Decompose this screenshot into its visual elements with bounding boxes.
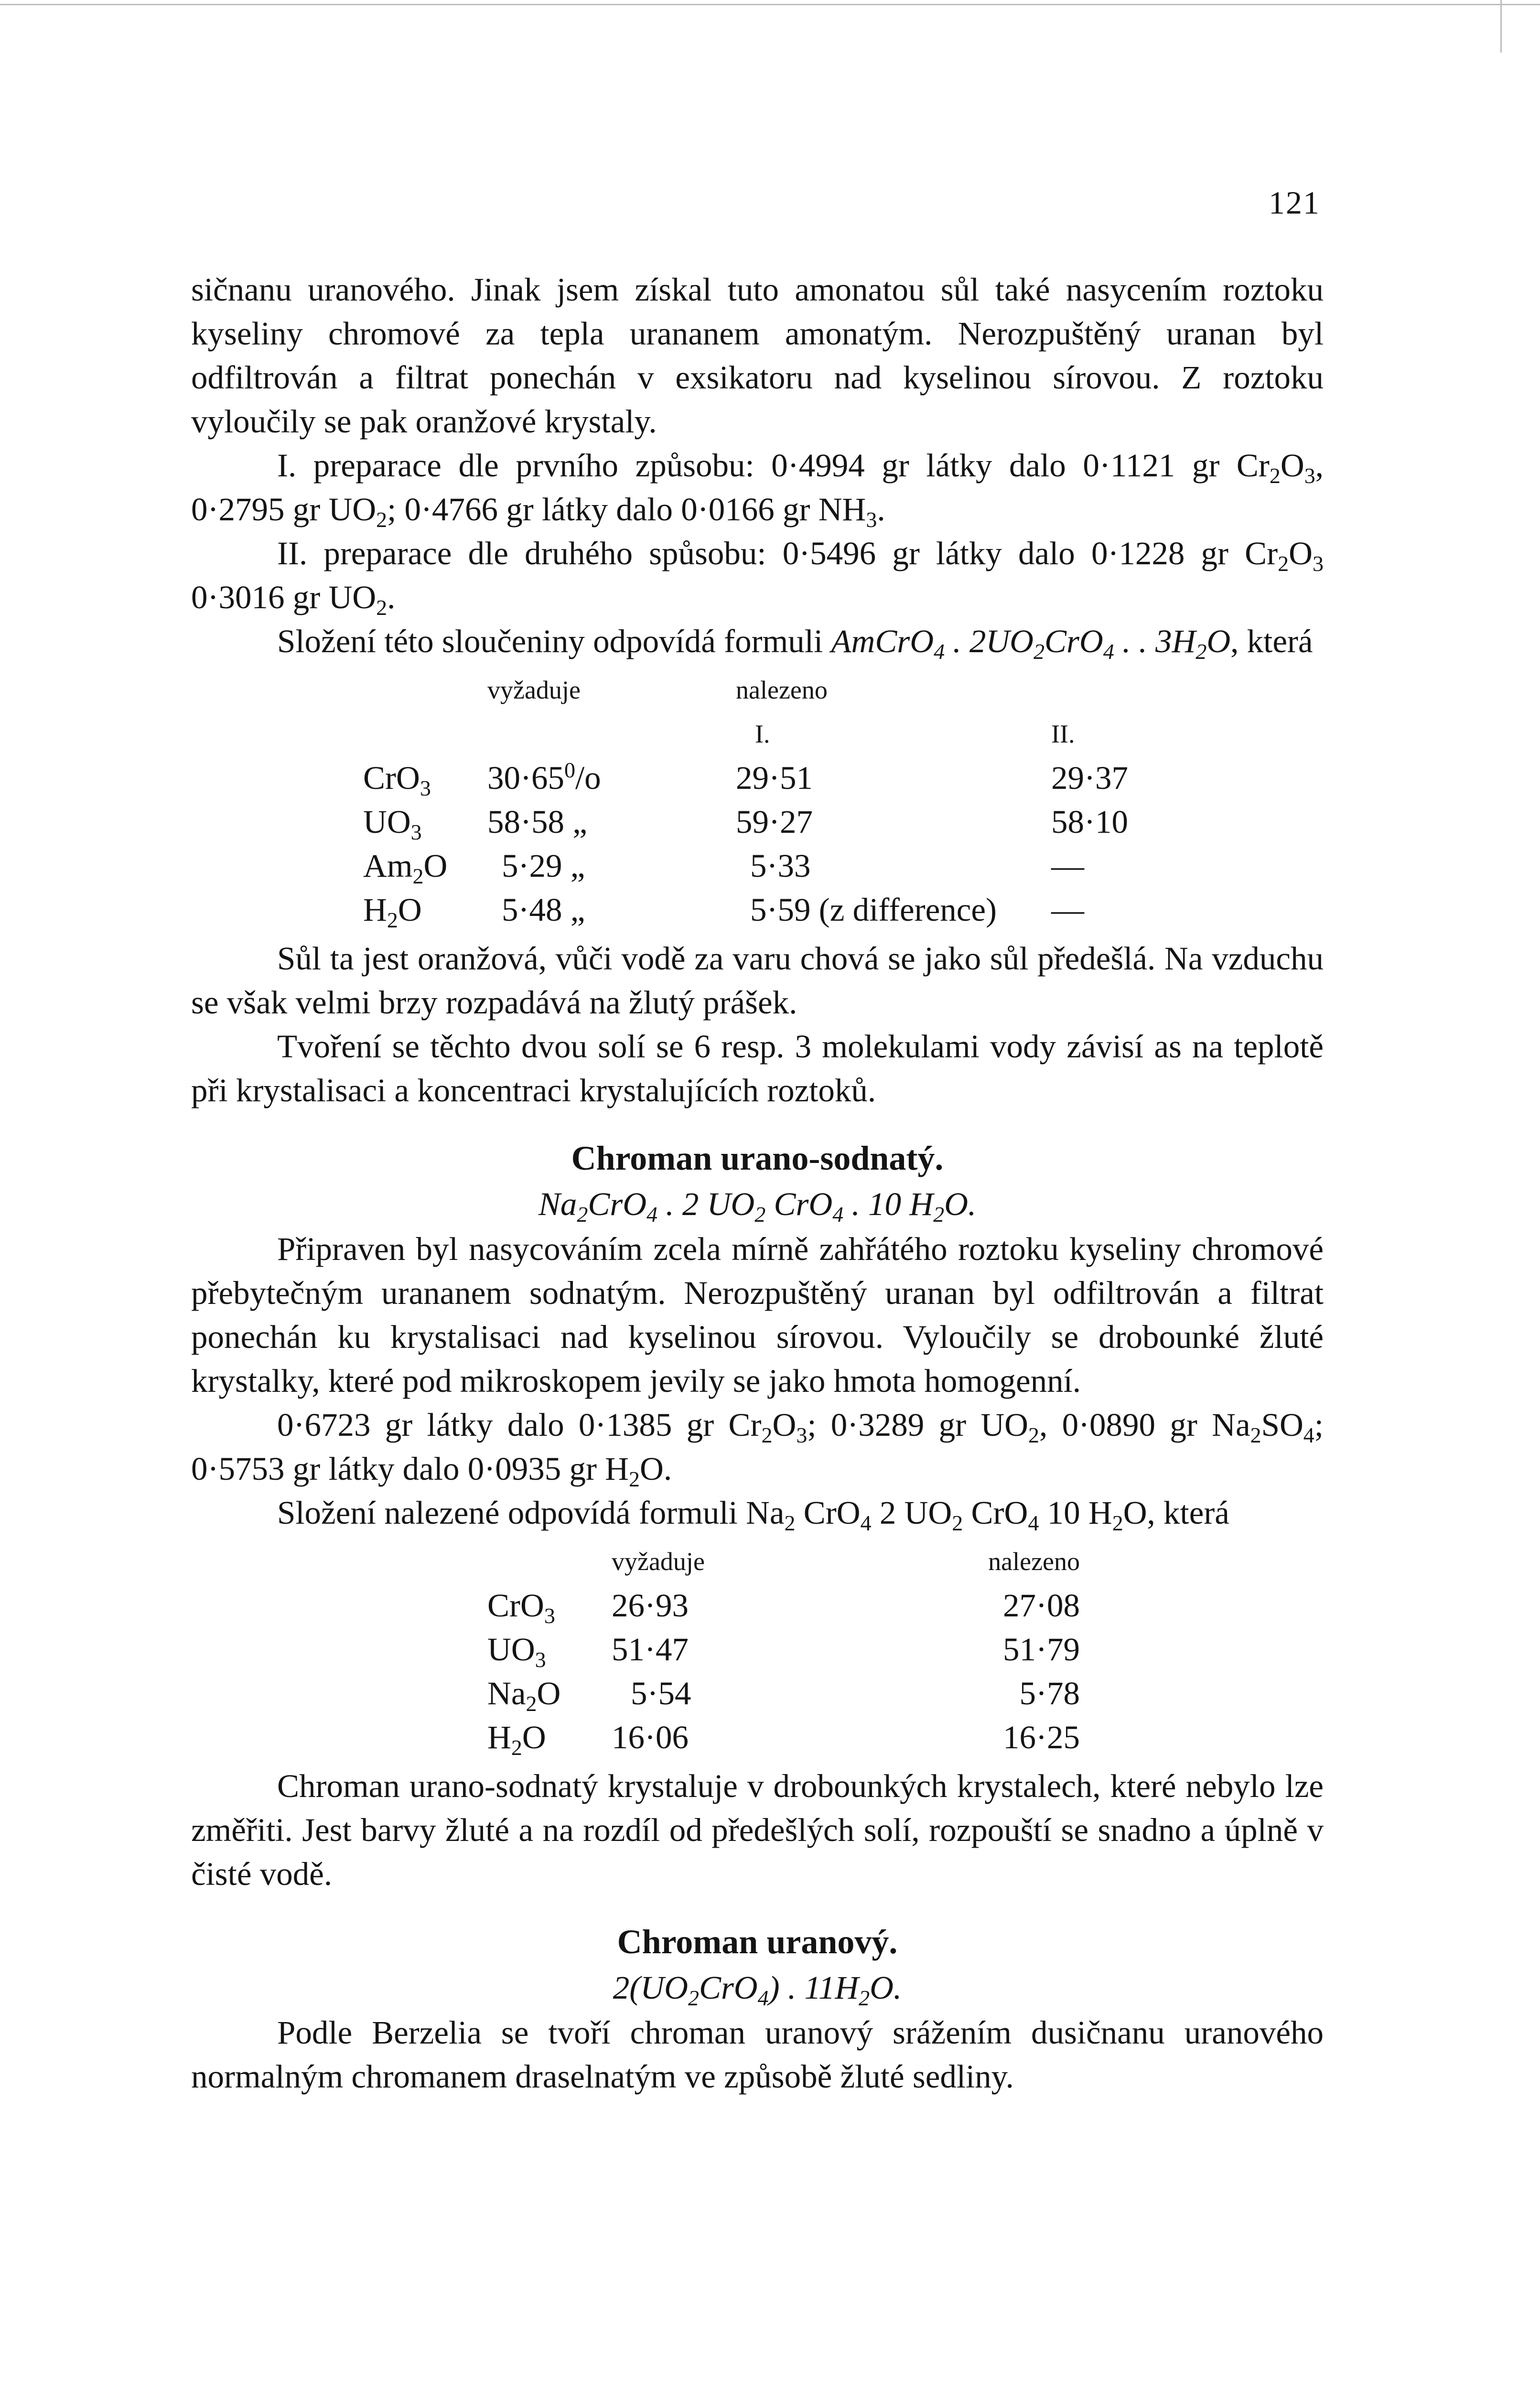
paragraph-water-molecules: Tvoření se těchto dvou solí se 6 resp. 3 molekulami vody závisí as na teplotě při krystalisaci a koncentraci krystalujících roztoků. bbox=[191, 1028, 1324, 1108]
table-row: $Am_2O$ 5·29 „ 5·33 — bbox=[363, 848, 1084, 888]
heading-uranyl-chromate: Chroman uranový. bbox=[617, 1923, 898, 1961]
paragraph-preparation-2: II. preparace dle druhého spůsobu: 0·5496 gr látky dalo 0·1228 gr $Cr_2O_3$ 0·3016 gr $UO_2$. bbox=[191, 535, 1324, 620]
paragraph-crystals-sodium: Chroman urano-sodnatý krystaluje v drobounkých krystalech, které nebylo lze změřiti. Jest barvy žluté a na rozdíl od předešlých solí, rozpouští se snadno a úplně v čisté vodě. bbox=[191, 1768, 1324, 1892]
paragraph-preparation-1: I. preparace dle prvního způsobu: 0·4994 gr látky dalo 0·1121 gr $Cr_2O_3$, 0·2795 gr $UO_2$; 0·4766 gr látky dalo 0·0166 gr $NH_3$. bbox=[191, 447, 1324, 532]
paragraph-berzelius: Podle Berzelia se tvoří chroman uranový srážením dusičnanu uranového normalným chromanem draselnatým ve způsobě žluté sedliny. bbox=[191, 2014, 1324, 2095]
paragraph-analysis-sodium: 0·6723 gr látky dalo 0·1385 gr $Cr_2O_3$; 0·3289 gr $UO_2$, 0·0890 gr $Na_2SO_4$; 0·5753 gr látky dalo 0·0935 gr $H_2O$. bbox=[191, 1407, 1324, 1491]
paragraph-preparation-sodium: Připraven byl nasycováním zcela mírně zahřátého roztoku kyseliny chromové přebytečným urananem sodnatým. Nerozpuštěný uranan byl odfiltrován a filtrat ponechán ku krystalisaci nad kyselinou sírovou. Vyloučily se drobounké žluté krystalky, které pod mikroskopem jevily se jako hmota homogenní. bbox=[191, 1231, 1324, 1399]
heading-sodium-uranyl-chromate: Chroman urano-sodnatý. bbox=[571, 1139, 944, 1177]
table-row: $Na_2O$ 5·54 5·78 bbox=[487, 1675, 1080, 1716]
paragraph-composition-sodium: Složení nalezené odpovídá formuli $Na_2$ CrO$_4$ 2 $UO_2$ CrO$_4$ 10 $H_2O$, která bbox=[277, 1495, 1229, 1535]
formula-uranyl-chromate: $2(UO_2CrO_4)$ . $11H_2O$. bbox=[613, 1969, 902, 2010]
table-row: CrO$_3$ 26·93 27·08 bbox=[487, 1587, 1080, 1628]
table-row: $UO_3$ 51·47 51·79 bbox=[487, 1631, 1080, 1672]
paragraph-properties: Sůl ta jest oranžová, vůči vodě za varu chová se jako sůl předešlá. Na vzduchu se však velmi brzy rozpadává na žlutý prášek. bbox=[191, 940, 1324, 1021]
table-row: $H_2O$ 16·06 16·25 bbox=[487, 1719, 1080, 1760]
page-number: 121 bbox=[1269, 184, 1320, 221]
scan-edge-top bbox=[0, 4, 1540, 5]
table1-head-required: vyžaduje bbox=[487, 676, 581, 704]
table-row: CrO$_3$ $30\cdot 65^0/o$ 29·51 29·37 bbox=[363, 758, 1128, 800]
table1-head-found: nalezeno bbox=[736, 676, 828, 704]
table-row: $UO_3$ 58·58 „ 59·27 58·10 bbox=[363, 804, 1128, 844]
formula-sodium-uranyl-chromate: $Na_2CrO_4$ . 2 $UO_2$ CrO$_4$ . 10 $H_2O$. bbox=[538, 1186, 977, 1227]
paragraph-intro: sičnanu uranového. Jinak jsem získal tuto amonatou sůl také nasycením roztoku kyseliny chromové za tepla urananem amonatým. Nerozpuštěný uranan byl odfiltrován a filtrat ponechán v exsikatoru nad kyselinou sírovou. Z roztoku vyloučily se pak oranžové krystaly. bbox=[191, 271, 1324, 440]
table2-head-found: nalezeno bbox=[988, 1547, 1080, 1576]
analysis-table-ammonium bbox=[354, 668, 1185, 932]
paragraph-composition-formula: Složení této sloučeniny odpovídá formuli AmCrO$_4$ . $2UO_2CrO_4$ . . $3H_2O$, která bbox=[277, 623, 1313, 664]
page-body bbox=[191, 268, 1324, 2098]
table2-head-required: vyžaduje bbox=[612, 1547, 705, 1576]
analysis-table-sodium bbox=[478, 1539, 1089, 1759]
table-row: $H_2O$ 5·48 „ 5·59 (z difference) — bbox=[363, 892, 1084, 932]
table1-head-II: II. bbox=[1051, 720, 1075, 748]
scan-edge-right bbox=[1500, 0, 1502, 53]
table1-head-I: I. bbox=[755, 720, 770, 748]
